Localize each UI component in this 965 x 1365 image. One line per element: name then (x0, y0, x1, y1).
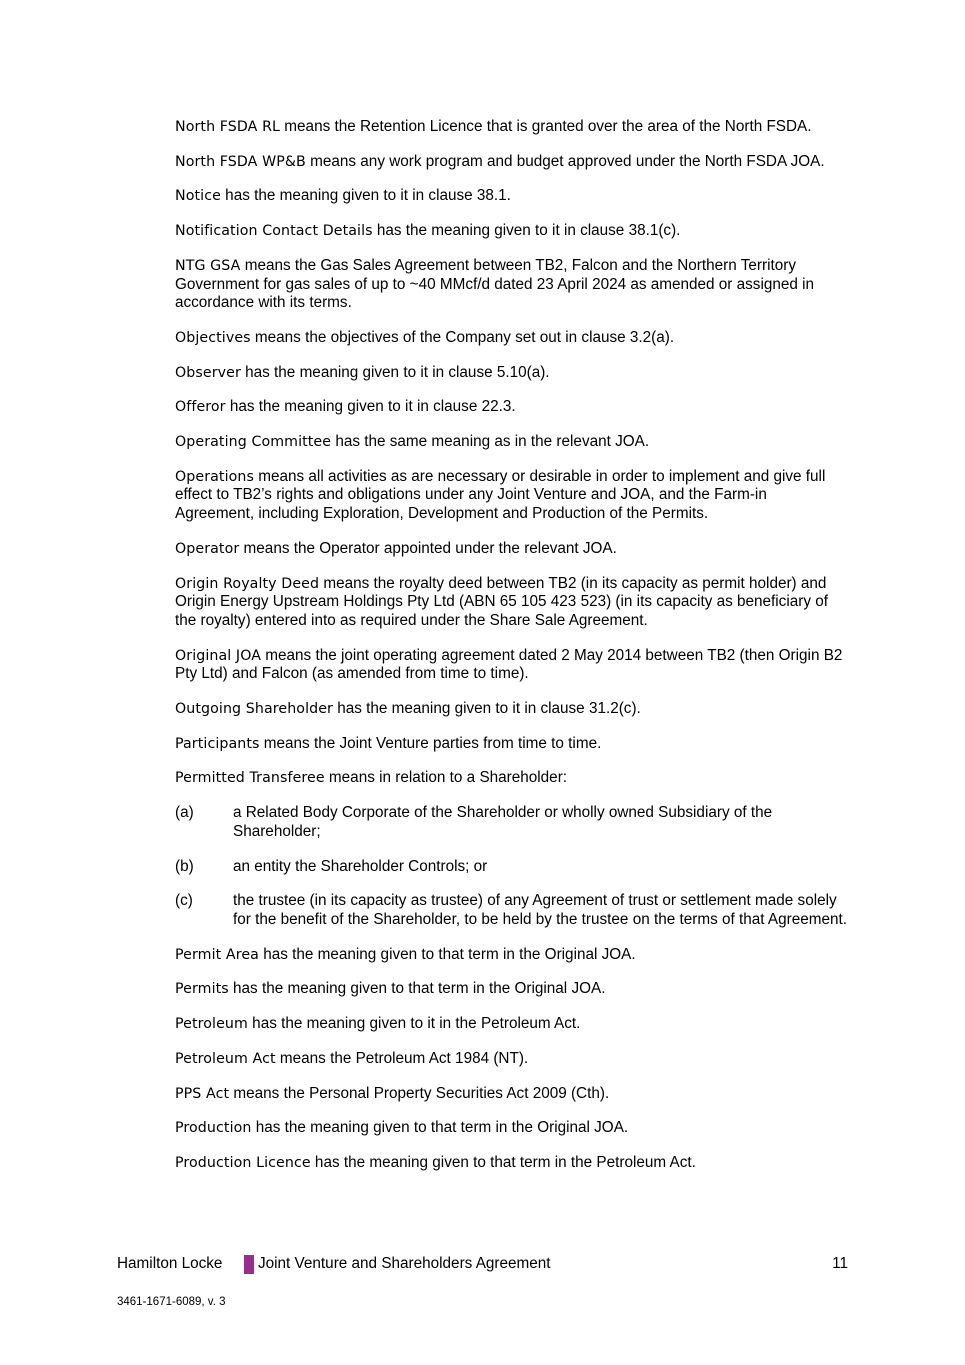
defined-term: Operating Committee (175, 434, 332, 451)
definition (175, 700, 847, 719)
list-item-text: a Related Body Corporate of the Shareholder or wholly owned Subsidiary of the Shareholder; (233, 804, 773, 840)
definition-text: means the Gas Sales Agreement between TB2, Falcon and the Northern Territory Government for gas sales of up to ~40 MMcf/d dated 23 April 2024 as amended or assigned in accordance with its terms. (175, 256, 815, 312)
definition-text: means the Retention Licence that is granted over the area of the North FSDA. (280, 118, 812, 135)
list-item-label: (b) (175, 857, 194, 875)
definition (175, 329, 847, 348)
defined-term: Original JOA (175, 647, 262, 664)
list-item (175, 804, 847, 841)
definition-text: has the meaning given to that term in the Original JOA. (258, 945, 636, 963)
definition-text: means the joint operating agreement dated 2 May 2014 between TB2 (then Origin B2 Pty Ltd) and Falcon (as amended from time to time). (175, 646, 843, 683)
defined-term: Observer (175, 364, 241, 381)
definition-text: has the meaning given to it in clause 22.3. (225, 398, 516, 416)
definition-text: means the Petroleum Act 1984 (NT). (275, 1049, 529, 1067)
defined-term: Permitted Transferee (175, 770, 325, 787)
defined-term: Operator (175, 540, 240, 557)
document-title: Joint Venture and Shareholders Agreement (258, 1255, 551, 1272)
defined-term: PPS Act (175, 1085, 230, 1102)
defined-term: Offeror (175, 399, 226, 416)
list-item-label: (a) (175, 804, 194, 822)
definition (175, 222, 847, 241)
definition-text: has the meaning given to it in clause 5.10(a). (240, 363, 550, 381)
definition-text: has the meaning given to it in clause 31.2(c). (332, 700, 641, 718)
defined-term: Notification Contact Details (175, 223, 373, 240)
defined-term: Petroleum Act (175, 1050, 276, 1067)
definition (175, 1050, 847, 1069)
definition-text: has the meaning given to that term in the Original JOA. (228, 980, 606, 998)
definition-text: has the meaning given to it in the Petroleum Act. (247, 1015, 581, 1033)
defined-term: Notice (175, 188, 221, 205)
defined-term: Permit Area (175, 946, 259, 963)
firm-name: Hamilton Locke (117, 1255, 223, 1272)
definition (175, 980, 847, 999)
definition-text: has the meaning given to that term in the Petroleum Act. (310, 1153, 696, 1171)
definition (175, 433, 847, 452)
list-item-text: an entity the Shareholder Controls; or (233, 857, 488, 875)
list-item-text: the trustee (in its capacity as trustee) of any Agreement of trust or settlement made solely for the benefit of the Shareholder, to be held by the trustee on the terms of that Agreement. (233, 892, 847, 928)
definition (175, 257, 847, 313)
definition-text: means the objectives of the Company set out in clause 3.2(a). (250, 328, 675, 346)
definition (175, 364, 847, 383)
list-item (175, 892, 847, 929)
definition-text: means the Joint Venture parties from time to time. (259, 734, 602, 752)
list-item-label: (c) (175, 892, 193, 910)
definition-text: has the meaning given to that term in the Original JOA. (251, 1119, 629, 1137)
accent-bar (244, 1255, 254, 1274)
definition (175, 1015, 847, 1034)
defined-term: North FSDA RL (175, 119, 281, 135)
page-footer (117, 1255, 848, 1277)
definition-text: has the meaning given to it in clause 38.1(c). (372, 222, 681, 240)
page-number: 11 (832, 1255, 848, 1272)
definition-text: means the Operator appointed under the relevant JOA. (239, 539, 617, 557)
definition (175, 398, 847, 417)
defined-term: Outgoing Shareholder (175, 701, 333, 718)
definition-text: means the Personal Property Securities Act 2009 (Cth). (229, 1084, 610, 1102)
definition (175, 187, 847, 206)
defined-term: Operations (175, 468, 254, 485)
definition (175, 1154, 847, 1173)
defined-term: NTG GSA (175, 257, 241, 274)
definition (175, 118, 847, 137)
defined-term: Objectives (175, 329, 251, 346)
definition-text: means the royalty deed between TB2 (in its capacity as permit holder) and Origin Energy Upstream Holdings Pty Ltd (ABN 65 105 423 523) (in its capacity as beneficiary of the royalty) entered into as required under the Share Sale Agreement. (175, 574, 828, 629)
definition (175, 575, 847, 631)
defined-term: Production Licence (175, 1154, 311, 1171)
definition-text: means in relation to a Shareholder: (324, 769, 568, 787)
defined-term: Participants (175, 735, 260, 752)
defined-term: Petroleum (175, 1016, 248, 1033)
definition (175, 647, 847, 684)
definition-text: means all activities as are necessary or desirable in order to implement and give full effect to TB2’s rights and obligations under any Joint Venture and JOA, and the Farm-in Agreement, including Exploration, Development and Production of the Permits. (175, 467, 826, 523)
defined-term: North FSDA WP&B (175, 153, 306, 170)
definition-text: means any work program and budget approved under the North FSDA JOA. (305, 152, 825, 170)
list-item (175, 858, 847, 877)
definition (175, 468, 847, 524)
defined-term: Production (175, 1120, 252, 1137)
definition (175, 946, 847, 965)
document-id: 3461-1671-6089, v. 3 (117, 1296, 226, 1308)
definition (175, 540, 847, 559)
definition (175, 735, 847, 754)
definition-text: has the same meaning as in the relevant JOA. (331, 433, 650, 451)
document-body (175, 118, 847, 1189)
definition-text: has the meaning given to it in clause 38.1. (220, 187, 511, 205)
defined-term: Origin Royalty Deed (175, 575, 320, 592)
definition (175, 1085, 847, 1104)
defined-term: Permits (175, 981, 229, 998)
definition (175, 1119, 847, 1138)
definition (175, 153, 847, 172)
definition (175, 769, 847, 788)
